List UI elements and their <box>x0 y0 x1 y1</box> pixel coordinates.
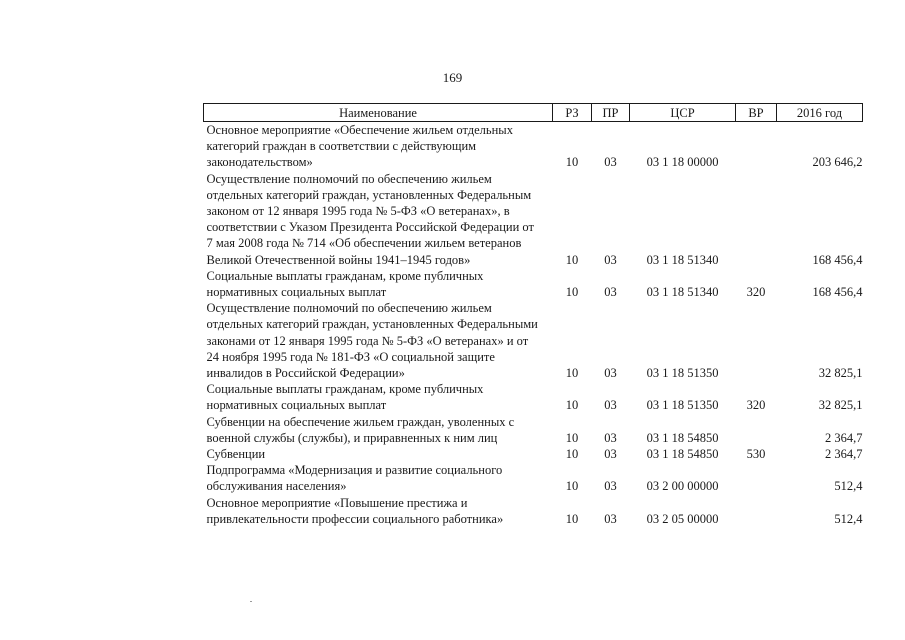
row-rz: 10 <box>565 511 579 526</box>
row-pr: 03 <box>604 366 617 381</box>
table-header <box>204 104 863 122</box>
row-pr: 03 <box>604 430 617 445</box>
table-body <box>204 122 863 528</box>
row-name: Субвенции на обеспечение жильем граждан, уволенных с военной службы (службы), и приравненных к ним лиц <box>206 414 515 445</box>
page-number: 169 <box>442 70 463 85</box>
header-pr: ПР <box>592 104 630 122</box>
row-csr: 03 1 18 51340 <box>646 285 719 300</box>
row-rz: 10 <box>565 252 579 267</box>
table-row <box>204 122 863 171</box>
row-sum: 512,4 <box>834 511 863 526</box>
row-vr: 320 <box>746 398 766 413</box>
table-row <box>204 414 863 446</box>
row-vr <box>736 122 777 171</box>
row-sum: 32 825,1 <box>818 366 863 381</box>
row-name: Основное мероприятие «Обеспечение жильем отдельных категорий граждан в соответствии с действующим законодательством» <box>206 123 513 170</box>
header-row <box>204 104 863 122</box>
row-rz: 10 <box>565 398 579 413</box>
row-csr: 03 2 05 00000 <box>646 511 719 526</box>
row-vr: 320 <box>746 285 766 300</box>
row-rz: 10 <box>565 366 579 381</box>
row-name: Субвенции <box>206 447 266 462</box>
row-name: Осуществление полномочий по обеспечению жильем отдельных категорий граждан, установленных Федеральным законом от 12 января 1995 года № 5-ФЗ «О ветеранах», в соответствии с Указом Президента Российской Федерации от 7 мая 2008 года № 714 «Об обеспечении жильем ветеранов Великой Отечественной войны 1941–1945 годов» <box>206 171 534 267</box>
row-sum: 2 364,7 <box>825 430 863 445</box>
header-csr: ЦСР <box>630 104 736 122</box>
row-vr <box>736 462 777 494</box>
row-pr: 03 <box>604 479 617 494</box>
table-row <box>204 381 863 413</box>
header-rz: РЗ <box>553 104 592 122</box>
row-vr <box>736 171 777 268</box>
row-name: Подпрограмма «Модернизация и развитие социального обслуживания населения» <box>206 463 503 494</box>
row-pr: 03 <box>604 398 617 413</box>
table-row <box>204 300 863 381</box>
row-pr: 03 <box>604 511 617 526</box>
row-vr <box>736 300 777 381</box>
row-csr: 03 1 18 00000 <box>646 155 719 170</box>
table-row <box>204 446 863 462</box>
row-pr: 03 <box>604 285 617 300</box>
row-sum: 512,4 <box>834 479 863 494</box>
row-pr: 03 <box>604 252 617 267</box>
row-pr: 03 <box>604 447 617 462</box>
row-sum: 168 456,4 <box>812 252 863 267</box>
row-csr: 03 1 18 51350 <box>646 366 719 381</box>
row-vr <box>736 495 777 527</box>
row-sum: 168 456,4 <box>812 285 863 300</box>
row-csr: 03 1 18 54850 <box>646 430 719 445</box>
row-sum: 203 646,2 <box>812 155 863 170</box>
table-row <box>204 495 863 527</box>
row-rz: 10 <box>565 479 579 494</box>
row-rz: 10 <box>565 155 579 170</box>
row-name: Социальные выплаты гражданам, кроме публичных нормативных социальных выплат <box>206 382 484 413</box>
row-rz: 10 <box>565 447 579 462</box>
row-vr <box>736 414 777 446</box>
row-sum: 32 825,1 <box>818 398 863 413</box>
row-csr: 03 1 18 51340 <box>646 252 719 267</box>
row-vr: 530 <box>746 447 766 462</box>
row-name: Социальные выплаты гражданам, кроме публичных нормативных социальных выплат <box>206 268 484 300</box>
table-row <box>204 462 863 494</box>
scan-speck <box>250 601 252 602</box>
row-rz: 10 <box>565 285 579 300</box>
header-name: Наименование <box>204 104 553 122</box>
budget-table <box>203 103 863 527</box>
table-row <box>204 171 863 268</box>
row-csr: 03 1 18 54850 <box>646 447 719 462</box>
row-pr: 03 <box>604 155 617 170</box>
row-name: Основное мероприятие «Повышение престижа и привлекательности профессии социального работника» <box>206 495 504 526</box>
header-vr: ВР <box>736 104 777 122</box>
table-row <box>204 268 863 300</box>
row-rz: 10 <box>565 430 579 445</box>
row-csr: 03 2 00 00000 <box>646 479 719 494</box>
row-csr: 03 1 18 51350 <box>646 398 719 413</box>
row-sum: 2 364,7 <box>825 447 863 462</box>
header-sum: 2016 год <box>777 104 863 122</box>
row-name: Осуществление полномочий по обеспечению жильем отдельных категорий граждан, установленных Федеральными законами от 12 января 1995 года № 5-ФЗ «О ветеранах» и от 24 ноября 1995 года № 181-ФЗ «О социальной защите инвалидов в Российской Федерации» <box>206 301 538 381</box>
